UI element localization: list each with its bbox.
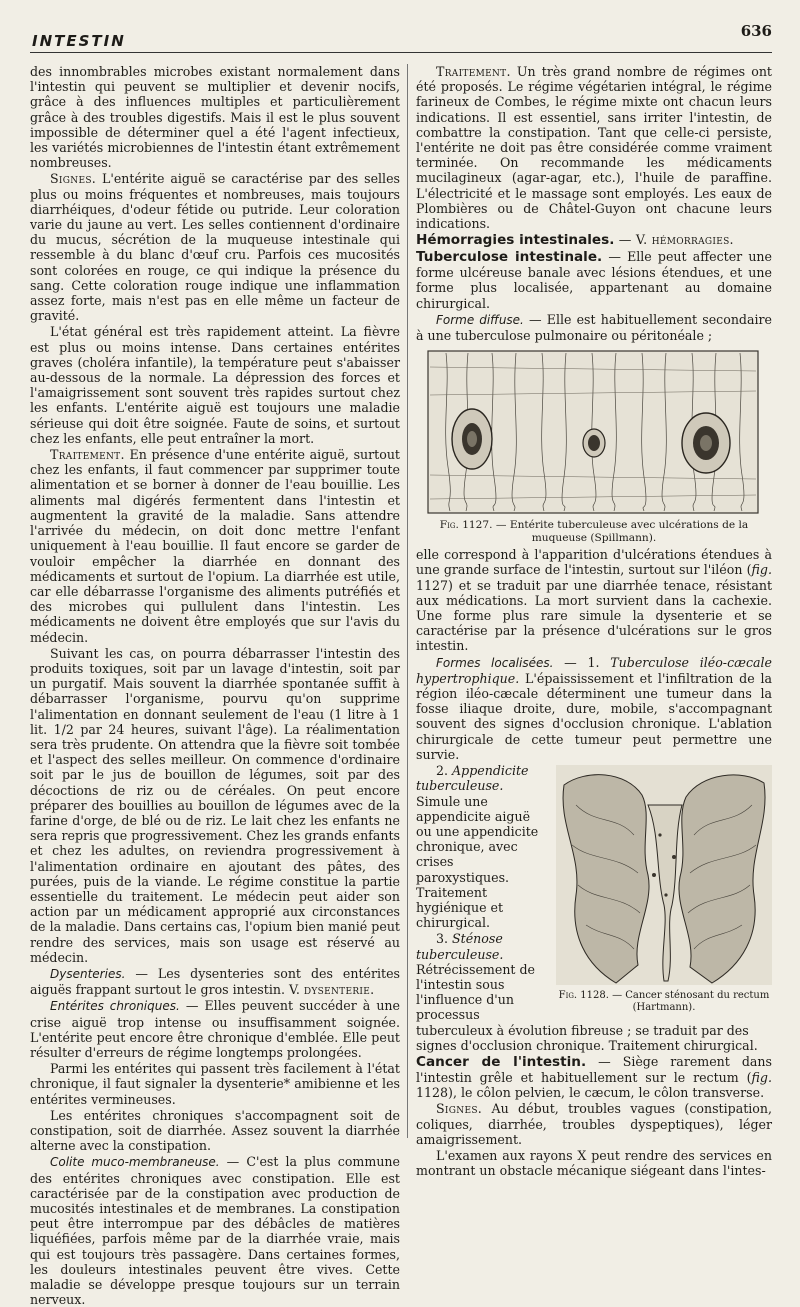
paragraph: des innombrables microbes existant normalement dans l'intestin qui peuvent se multiplier et devenir nocifs, grâce à des influences multiples et particulièrement grâce à des troubles digestifs. Mais il est le plus souvent impossible de déterminer quel a été l'agent infectieux, les variétés microbiennes de l'intestin étant extrêmement nombreuses. <box>30 64 400 171</box>
paragraph-signes: Signes. Au début, troubles vagues (constipation, coliques, diarrhée, troubles dyspeptiques), léger amaigrissement. <box>416 1101 772 1147</box>
entry-cancer: Cancer de l'intestin. — Siège rarement dans l'intestin grêle et habituellement sur le rectum (fig. 1128), le côlon pelvien, le cæcum, le côlon transverse. <box>416 1053 772 1101</box>
subhead-formes-localisees: Formes localisées. <box>436 655 554 670</box>
page-header <box>30 22 772 52</box>
entry-hemorragies <box>416 232 772 248</box>
cross-reference[interactable]: dysenterie. <box>303 982 375 998</box>
figure-number: Fig. 1128. <box>558 990 609 1002</box>
paragraph-forme-diffuse: Forme diffuse. — Elle est habituellement secondaire à une tuberculose pulmonaire ou péritonéale ; <box>416 311 772 344</box>
running-title: INTESTIN <box>32 32 126 50</box>
entry-heading-hemorragies: Hémorragies intestinales. <box>416 232 615 249</box>
subhead-stenose: Sténose tuberculeuse. <box>416 931 504 962</box>
section-label-signes: Signes. <box>436 1101 483 1117</box>
entry-heading-tuberculose: Tuberculose intestinale. <box>416 249 603 266</box>
subhead-dysenteries: Dysenteries. <box>50 966 126 981</box>
paragraph-traitement: Traitement. En présence d'une entérite aiguë, surtout chez les enfants, il faut commencer par supprimer toute alimentation et se borner à donner de l'eau bouillie. Les aliments mal digérés fermentent dans l'intestin et augmentent la gravité de la maladie. Sans attendre l'arrivée du médecin, on doit donc mettre l'enfant uniquement à l'eau bouillie. Il faut encore se garder de vouloir empêcher la diarrhée en donnant des médicaments et surtout de l'opium. La diarrhée est utile, car elle débarrasse l'organisme des aliments putréfiés et des microbes qui pullulent dans l'intestin. Les médicaments ne doivent être employés que sur l'avis du médecin. <box>30 447 400 645</box>
cross-reference[interactable]: — V. hémorragies. <box>614 232 734 248</box>
ulceration-left <box>452 409 492 469</box>
ulceration-right <box>682 413 730 473</box>
paragraph-chroniques: Entérites chroniques. — Elles peuvent succéder à une crise aiguë trop intense ou insuffisamment soignée. L'entérite peut encore être chronique d'emblée. Elle peut résulter d'erreurs de régime longtemps prolongées. <box>30 998 400 1060</box>
column-divider <box>407 64 408 1138</box>
paragraph: Les entérites chroniques s'accompagnent soit de constipation, soit de diarrhée. Assez souvent la diarrhée alterne avec la constipation. <box>30 1107 400 1154</box>
figure-caption-1128: Fig. 1128. — Cancer sténosant du rectum (Hartmann). <box>558 990 770 1014</box>
paragraph-formes-localisees: Formes localisées. — 1. Tuberculose iléo-cæcale hypertrophique. L'épaississement et l'infiltration de la région iléo-cæcale déterminent une tumeur dans la fosse iliaque droite, dure, mobile, s'accompagnant souvent des signes d'occlusion chronique. L'ablation chirurgicale de cette tumeur peut permettre une survie. <box>416 654 772 762</box>
entry-tuberculose: Tuberculose intestinale. — Elle peut affecter une forme ulcéreuse banale avec lésions étendues, et une forme plus localisée, appartenant au domaine chirurgical. <box>416 249 772 311</box>
figure-number: Fig. 1127. <box>439 519 493 532</box>
right-column <box>416 64 772 1179</box>
paragraph-traitement-chronique: Traitement. Un très grand nombre de régimes ont été proposés. Le régime végétarien intégral, le régime farineux de Combes, le régime mixte ont chacun leurs indications. Il est essentiel, sans irriter l'intestin, de combattre la constipation. Tant que celle-ci persiste, l'entérite ne doit pas être considérée comme vraiment terminée. On recommande les médicaments mucilagineux (agar-agar, etc.), l'huile de paraffine. L'électricité et le massage sont employés. Les eaux de Plombières ou de Châtel-Guyon ont chacune leurs indications. <box>416 64 772 232</box>
subhead-forme-diffuse: Forme diffuse. <box>436 312 524 327</box>
paragraph-stenose: 3. Sténose tuberculeuse. Rétrécissement de l'intestin sous l'influence d'un processus tuberculeux à évolution fibreuse ; se traduit par des signes d'occlusion chronique. Traitement chirurgical. <box>416 931 758 1053</box>
figure-1127 <box>416 347 772 544</box>
paragraph: L'examen aux rayons X peut rendre des services en montrant un obstacle mécanique siégeant dans l'intes- <box>416 1147 772 1179</box>
header-rule <box>30 52 772 53</box>
page-number: 636 <box>740 22 772 40</box>
figure-reference[interactable]: fig. <box>751 1069 772 1085</box>
paragraph: elle correspond à l'apparition d'ulcérations étendues à une grande surface de l'intestin, surtout sur l'iléon (fig. 1127) et se traduit par une diarrhée tenace, résistant aux médications. La mort survient dans la cachexie. Une forme plus rare simule la dysenterie et se caractérise par la présence d'ulcérations sur le gros intestin. <box>416 547 772 654</box>
paragraph-dysenteries: Dysenteries. — Les dysenteries sont des entérites aiguës frappant surtout le gros intestin. V. dysenterie. <box>30 965 400 998</box>
figure-caption-1127: Fig. 1127. — Entérite tuberculeuse avec ulcérations de la muqueuse (Spillmann). <box>439 519 749 544</box>
subhead-appendicite: Appendicite tuberculeuse. <box>416 763 529 794</box>
left-column <box>30 64 400 1307</box>
rectum-cancer-illustration <box>556 765 772 985</box>
figure-reference[interactable]: fig. <box>751 562 772 578</box>
section-label-traitement: Traitement. <box>50 447 125 463</box>
entry-heading-cancer: Cancer de l'intestin. <box>416 1053 587 1070</box>
subhead-tuberculose-ileo-caecale: Tuberculose iléo-cæcale hypertrophique. <box>416 654 772 686</box>
figure-1128 <box>556 765 772 1014</box>
ulceration-center <box>583 429 605 457</box>
section-label-signes: Signes. <box>50 171 97 187</box>
paragraph-signes: Signes. L'entérite aiguë se caractérise par des selles plus ou moins fréquentes et nombreuses, mais toujours diarrhéiques, d'odeur fétide ou putride. Leur coloration varie du jaune au vert. Les selles contiennent d'ordinaire du mucus, sécrétion de la muqueuse intestinale qui ressemble à du blanc d'œuf cru. Parfois ces mucosités sont colorées en rouge, ce qui indique la présence du sang. Cette coloration rouge indique une inflammation assez forte, mais n'est pas en elle même un facteur de gravité. <box>30 171 400 324</box>
paragraph: Suivant les cas, on pourra débarrasser l'intestin des produits toxiques, soit par un lavage d'intestin, soit par un purgatif. Mais souvent la diarrhée spontanée suffit à débarrasser l'organisme, pourvu qu'on supprime l'alimentation en donnant seulement de l'eau (1 litre à 1 lit. 1/2 par 24 heures, suivant l'âge). La réalimentation sera très prudente. On attendra que la fièvre soit tombée et l'aspect des selles meilleur. On commence d'ordinaire soit par le jus de bouillon de légumes, soit par des décoctions de riz ou de céréales. On peut encore préparer des bouillies au bouillon de légumes avec de la farine d'orge, de blé ou de riz. Le lait chez les enfants ne sera repris que progressivement. Chez les grands enfants et chez les adultes, on reviendra progressivement à l'alimentation ordinaire en ajoutant des pâtes, des purées, puis de la viande. Le régime constitue la partie essentielle du traitement. Le médecin peut aider son action par un médicament approprié aux circonstances de la maladie. Dans certains cas, l'opium bien manié peut rendre des services, mais son usage est réservé au médecin. <box>30 645 400 965</box>
subhead-colite: Colite muco-membraneuse. <box>50 1155 220 1170</box>
paragraph-colite: Colite muco-membraneuse. — C'est la plus commune des entérites chroniques avec constipation. Elle est caractérisée par de la constipation avec production de mucosités intestinales et de membranes. La constipation peut être interrompue par des débâcles de matières liquéfiées, parfois même par de la diarrhée vraie, mais qui est toujours très passagère. Dans certaines formes, les douleurs intestinales peuvent être vives. Cette maladie se développe presque toujours sur un terrain nerveux. <box>30 1154 400 1307</box>
paragraph: Parmi les entérites qui passent très facilement à l'état chronique, il faut signaler la dysenterie* amibienne et les entérites vermineuses. <box>30 1061 400 1107</box>
paragraph-appendicite: 2. Appendicite tuberculeuse. Simule une appendicite aiguë ou une appendicite chronique, avec crises paroxystiques. Traitement hygiénique et chirurgical. <box>416 763 539 931</box>
intestinal-mucosa-illustration <box>416 347 772 517</box>
paragraph: L'état général est très rapidement atteint. La fièvre est plus ou moins intense. Dans certaines entérites graves (choléra infantile), la température peut s'abaisser au-dessous de la normale. La dépression des forces et l'amaigrissement sont souvent très rapides surtout chez les enfants. L'entérite aiguë est toujours une maladie sérieuse qui doit être soignée. Faute de soins, et surtout chez les enfants, elle peut entraîner la mort. <box>30 324 400 446</box>
section-label-traitement: Traitement. <box>436 64 511 79</box>
subhead-enterites-chroniques: Entérites chroniques. <box>50 999 180 1014</box>
